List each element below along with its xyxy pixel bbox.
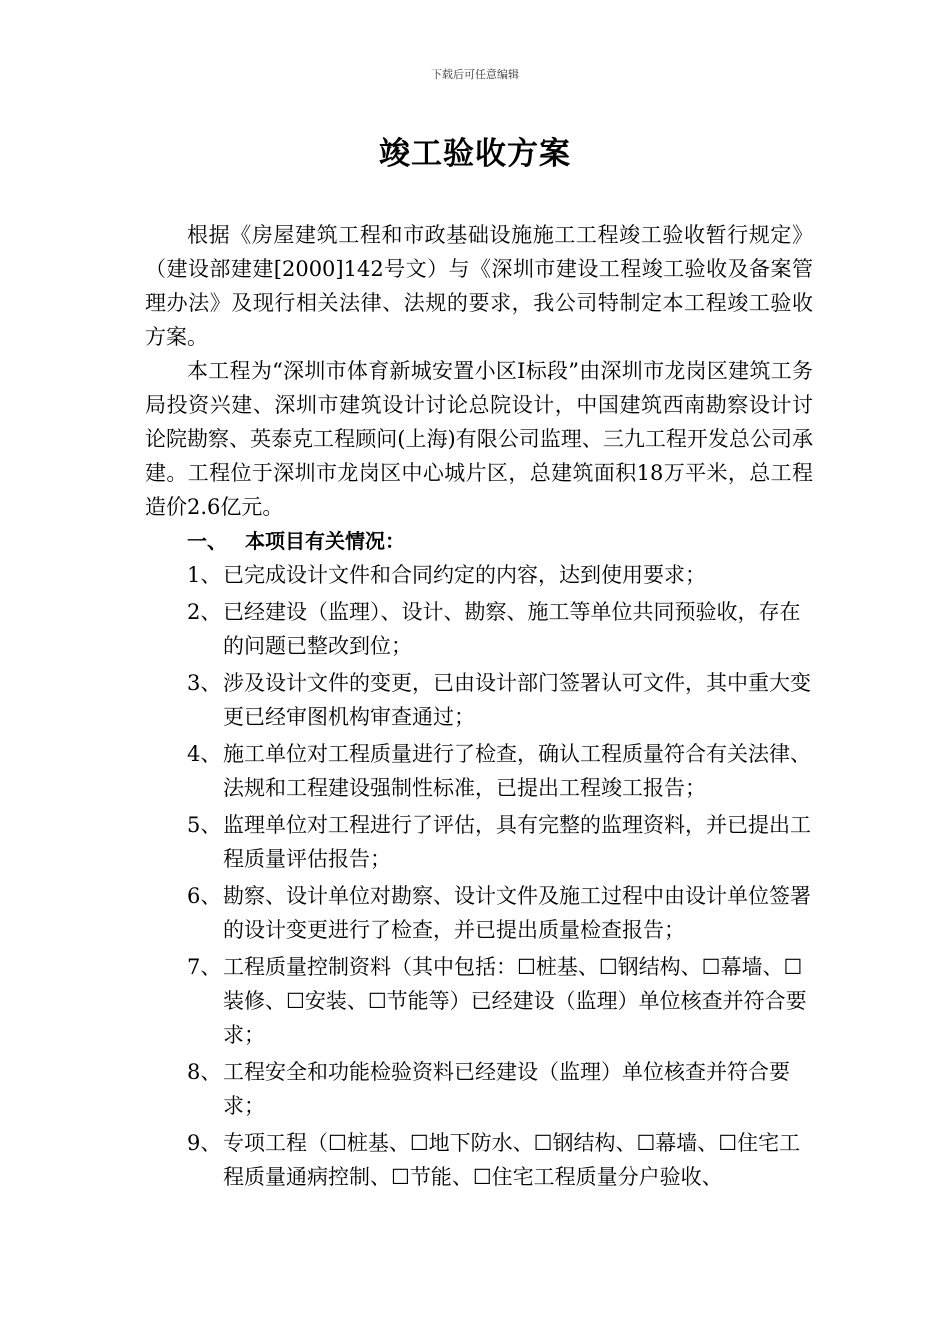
list-item [145,879,813,947]
list-item-text: 专项工程（☐桩基、☐地下防水、☐钢结构、☐幕墙、☐住宅工程质量通病控制、☐节能、☐住宅工程质量分户验收、 [223,1131,801,1189]
list-item-text: 监理单位对工程进行了评估，具有完整的监理资料，并已提出工程质量评估报告； [223,813,811,871]
document-title: 竣工验收方案 [379,136,571,172]
requirements-list [145,558,813,1194]
list-item-text: 工程安全和功能检验资料已经建设（监理）单位核查并符合要求； [223,1060,790,1118]
document-body [145,218,813,1197]
list-item [145,737,813,805]
list-item [145,808,813,876]
list-item-index: 4、 [187,742,222,766]
section-heading [145,524,813,558]
list-item-text: 已完成设计文件和合同约定的内容，达到使用要求； [223,563,706,587]
paragraph-project-overview: 本工程为“深圳市体育新城安置小区I标段”由深圳市龙岗区建筑工务局投资兴建、深圳市建筑设计讨论总院设计，中国建筑西南勘察设计讨论院勘察、英泰克工程顾问(上海)有限公司监理、三九工程开发总公司承建。工程位于深圳市龙岗区中心城片区，总建筑面积18万平米，总工程造价2.6亿元。 [145,359,813,519]
list-item-index: 6、 [187,884,222,908]
list-item [145,1126,813,1194]
list-item [145,666,813,734]
list-item-index: 7、 [187,955,222,979]
paragraph-basis: 根据《房屋建筑工程和市政基础设施施工工程竣工验收暂行规定》（建设部建建[2000]142号文）与《深圳市建设工程竣工验收及备案管理办法》及现行相关法律、法规的要求，我公司特制定本工程竣工验收方案。 [145,223,813,349]
list-item-index: 5、 [187,813,222,837]
list-item-index: 1、 [187,563,222,587]
list-item [145,595,813,663]
section-heading-text: 本项目有关情况： [245,529,405,553]
list-item-text: 涉及设计文件的变更，已由设计部门签署认可文件，其中重大变更已经审图机构审查通过； [223,671,811,729]
list-item-text: 勘察、设计单位对勘察、设计文件及施工过程中由设计单位签署的设计变更进行了检查，并已提出质量检查报告； [223,884,811,942]
list-item-text: 工程质量控制资料（其中包括：☐桩基、☐钢结构、☐幕墙、☐装修、☐安装、☐节能等）已经建设（监理）单位核查并符合要求； [223,955,807,1047]
header-note: 下载后可任意编辑 [431,68,519,81]
list-item-index: 8、 [187,1060,222,1084]
list-item-text: 已经建设（监理）、设计、勘察、施工等单位共同预验收，存在的问题已整改到位； [223,600,801,658]
list-item-text: 施工单位对工程质量进行了检查，确认工程质量符合有关法律、法规和工程建设强制性标准，已提出工程竣工报告； [223,742,811,800]
list-item [145,558,813,592]
list-item-index: 3、 [187,671,222,695]
list-item-index: 9、 [187,1131,222,1155]
list-item [145,1055,813,1123]
list-item-index: 2、 [187,600,222,624]
section-number: 一、 [187,529,227,553]
list-item [145,950,813,1052]
